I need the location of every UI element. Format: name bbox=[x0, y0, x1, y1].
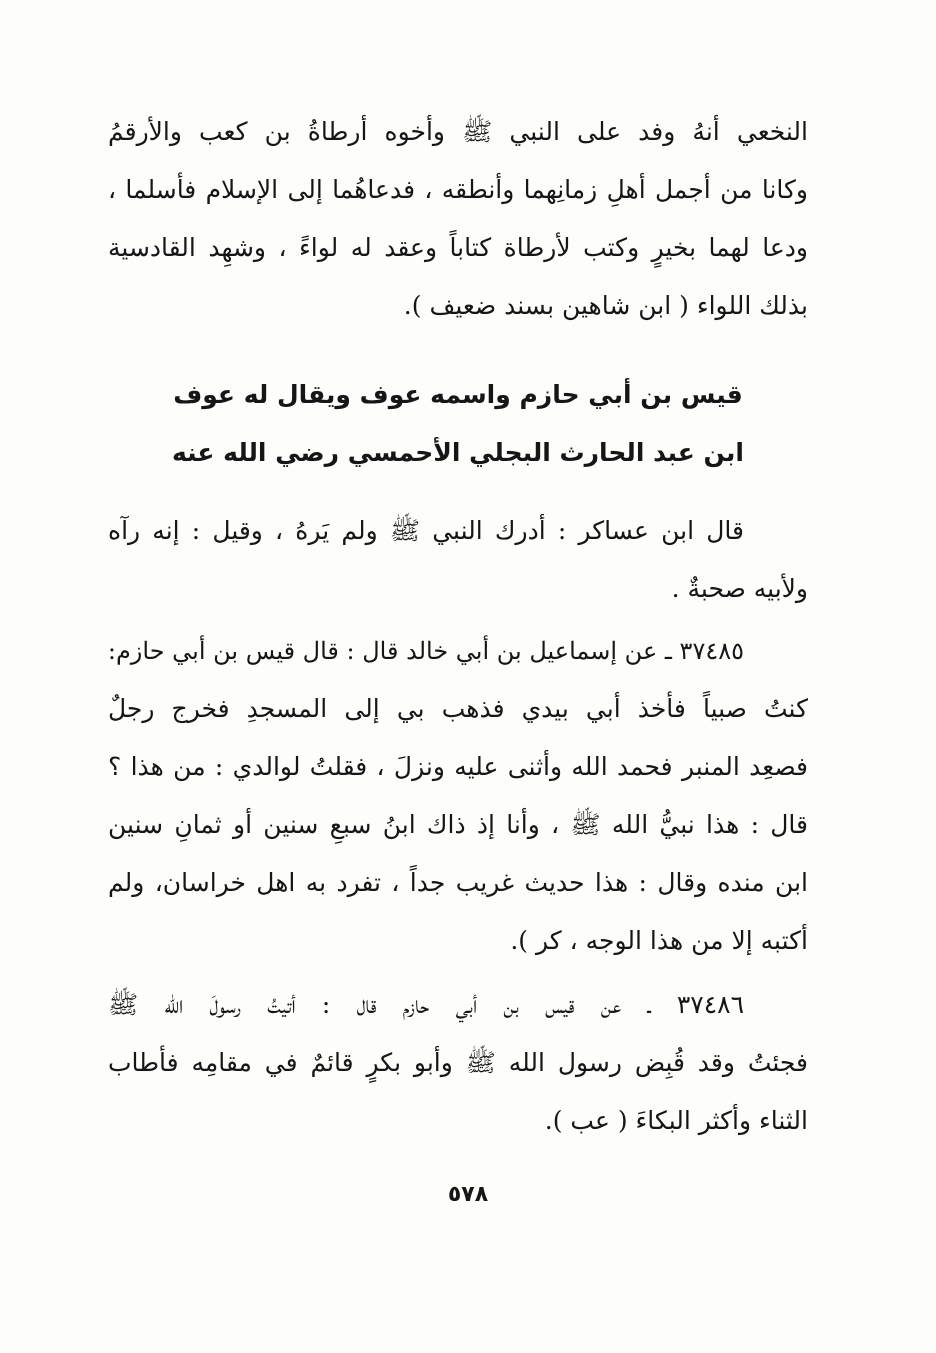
text-line: قال : هذا نبيُّ الله ﷺ ، وأنا إذ ذاك ابنُ سبعِ سنين أو ثمانِ سنين bbox=[108, 810, 808, 839]
text-line: ولأبيه صحبةٌ . bbox=[671, 574, 808, 603]
text-line: قال ابن عساكر : أدرك النبي ﷺ ولم يَرهُ ، وقيل : إنه رآه bbox=[108, 516, 744, 545]
heading-line: قيس بن أبي حازم واسمه عوف ويقال له عوف bbox=[173, 380, 743, 409]
text-line: كنتُ صبياً فأخذ أبي بيدي فذهب بي إلى المسجدِ فخرج رجلٌ bbox=[108, 694, 808, 723]
text-line: ٣٧٤٨٦ ـ عن قيس بن أبي حازم قال : أتيتُ رسولَ الله ﷺ bbox=[108, 990, 744, 1019]
paragraph-continuation bbox=[108, 103, 808, 335]
text-line: الثناء وأكثر البكاءَ ( عب ). bbox=[544, 1106, 808, 1135]
heading-line: ابن عبد الحارث البجلي الأحمسي رضي الله عنه bbox=[172, 438, 744, 467]
page-number: ٥٧٨ bbox=[447, 1182, 489, 1207]
section-heading bbox=[108, 366, 808, 482]
text-line: ٣٧٤٨٥ ـ عن إسماعيل بن أبي خالد قال : قال قيس بن أبي حازم: bbox=[107, 637, 744, 665]
text-line: ابن منده وقال : هذا حديث غريب جداً ، تفرد به اهل خراسان، ولم bbox=[108, 868, 808, 897]
text-line: فصعِد المنبر فحمد الله وأثنى عليه ونزلَ ، فقلتُ لوالدي : من هذا ؟ bbox=[108, 752, 808, 781]
text-line: وكانا من أجمل أهلِ زمانِهما وأنطقه ، فدعاهُما إلى الإسلام فأسلما ، bbox=[108, 175, 808, 204]
text-line: أكتبه إلا من هذا الوجه ، كر ). bbox=[510, 926, 808, 955]
hadith-37486 bbox=[108, 976, 808, 1150]
paragraph-biography bbox=[108, 502, 808, 618]
text-line: ودعا لهما بخيرٍ وكتب لأرطاة كتاباً وعقد له لواءً ، وشهِد القادسية bbox=[108, 233, 808, 262]
hadith-37485 bbox=[108, 622, 808, 970]
text-line: فجئتُ وقد قُبِض رسول الله ﷺ وأبو بكرٍ قائمٌ في مقامِه فأطاب bbox=[108, 1048, 808, 1077]
text-line: بذلك اللواء ( ابن شاهين بسند ضعيف ). bbox=[403, 291, 808, 320]
text-line: النخعي أنهُ وفد على النبي ﷺ وأخوه أرطاةُ بن كعب والأرقمُ bbox=[108, 117, 808, 146]
